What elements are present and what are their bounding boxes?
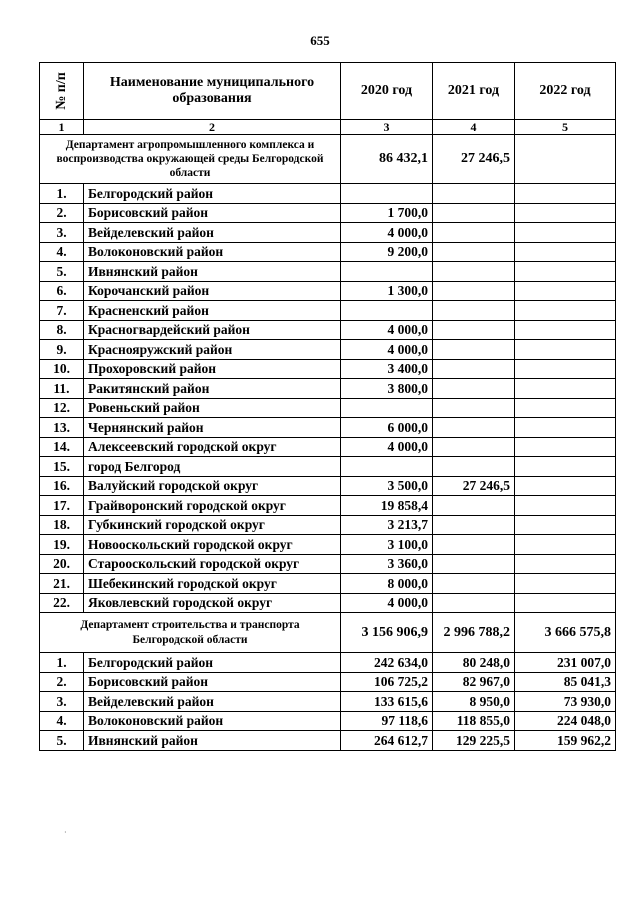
row-value-2021: 8 950,0 — [433, 692, 515, 712]
row-index: 3. — [40, 692, 84, 712]
row-value-2021 — [433, 301, 515, 321]
row-name: Губкинский городской округ — [84, 515, 341, 535]
department-total-2022 — [515, 135, 616, 184]
table-row — [40, 242, 616, 262]
row-value-2020: 3 213,7 — [341, 515, 433, 535]
row-name: Ивнянский район — [84, 731, 341, 751]
row-index: 12. — [40, 398, 84, 418]
row-name: Корочанский район — [84, 281, 341, 301]
row-value-2020 — [341, 262, 433, 282]
row-value-2022 — [515, 398, 616, 418]
row-value-2022: 231 007,0 — [515, 653, 616, 673]
department-name: Департамент строительства и транспорта Белгородской области — [40, 613, 341, 653]
department-total-2022: 3 666 575,8 — [515, 613, 616, 653]
row-value-2021 — [433, 515, 515, 535]
table-row — [40, 496, 616, 516]
table-row — [40, 476, 616, 496]
department-row-construction — [40, 613, 616, 653]
row-value-2020: 6 000,0 — [341, 418, 433, 438]
table-row — [40, 203, 616, 223]
row-value-2021 — [433, 496, 515, 516]
row-index: 8. — [40, 320, 84, 340]
budget-table — [39, 62, 616, 751]
row-index: 11. — [40, 379, 84, 399]
row-value-2021 — [433, 457, 515, 477]
header-row — [40, 63, 616, 120]
row-value-2020 — [341, 301, 433, 321]
department-total-2020: 3 156 906,9 — [341, 613, 433, 653]
row-value-2021 — [433, 418, 515, 438]
row-value-2021 — [433, 437, 515, 457]
row-value-2022: 85 041,3 — [515, 672, 616, 692]
row-value-2021 — [433, 593, 515, 613]
row-value-2020: 4 000,0 — [341, 223, 433, 243]
row-index: 15. — [40, 457, 84, 477]
row-value-2022 — [515, 340, 616, 360]
row-value-2020: 19 858,4 — [341, 496, 433, 516]
row-value-2022 — [515, 515, 616, 535]
table-row — [40, 379, 616, 399]
table-row — [40, 692, 616, 712]
row-value-2021 — [433, 574, 515, 594]
row-value-2022 — [515, 535, 616, 555]
row-value-2020: 4 000,0 — [341, 593, 433, 613]
department-name: Департамент агропромышленного комплекса и воспроизводства окружающей среды Белгородской области — [40, 135, 341, 184]
row-index: 20. — [40, 554, 84, 574]
department-total-2021: 2 996 788,2 — [433, 613, 515, 653]
row-index: 1. — [40, 184, 84, 204]
table-row — [40, 418, 616, 438]
row-name: Шебекинский городской округ — [84, 574, 341, 594]
row-value-2022 — [515, 203, 616, 223]
row-index: 2. — [40, 672, 84, 692]
row-name: Алексеевский городской округ — [84, 437, 341, 457]
column-number: 2 — [84, 120, 341, 135]
table-row — [40, 340, 616, 360]
table-row — [40, 574, 616, 594]
row-value-2022 — [515, 223, 616, 243]
row-name: Красненский район — [84, 301, 341, 321]
row-value-2020: 106 725,2 — [341, 672, 433, 692]
header-2021: 2021 год — [433, 63, 515, 120]
row-value-2022 — [515, 242, 616, 262]
row-value-2022 — [515, 476, 616, 496]
row-index: 2. — [40, 203, 84, 223]
row-index: 19. — [40, 535, 84, 555]
header-2020: 2020 год — [341, 63, 433, 120]
row-value-2021 — [433, 242, 515, 262]
row-index: 7. — [40, 301, 84, 321]
row-value-2022 — [515, 281, 616, 301]
table-row — [40, 359, 616, 379]
table-row — [40, 535, 616, 555]
table-row — [40, 262, 616, 282]
row-index: 18. — [40, 515, 84, 535]
table-row — [40, 554, 616, 574]
department-row-agro — [40, 135, 616, 184]
row-value-2022 — [515, 593, 616, 613]
row-name: Старооскольский городской округ — [84, 554, 341, 574]
row-name: Белгородский район — [84, 653, 341, 673]
row-name: Борисовский район — [84, 672, 341, 692]
row-name: Яковлевский городской округ — [84, 593, 341, 613]
row-name: Краснояружский район — [84, 340, 341, 360]
row-index: 4. — [40, 711, 84, 731]
row-value-2021: 80 248,0 — [433, 653, 515, 673]
table-row — [40, 437, 616, 457]
row-name: Ровеньский район — [84, 398, 341, 418]
row-value-2022 — [515, 437, 616, 457]
row-value-2021 — [433, 223, 515, 243]
row-value-2020: 1 300,0 — [341, 281, 433, 301]
row-value-2020: 3 400,0 — [341, 359, 433, 379]
row-name: Грайворонский городской округ — [84, 496, 341, 516]
row-value-2020 — [341, 184, 433, 204]
table-row — [40, 184, 616, 204]
row-index: 5. — [40, 262, 84, 282]
row-value-2020 — [341, 398, 433, 418]
row-index: 5. — [40, 731, 84, 751]
row-value-2021: 129 225,5 — [433, 731, 515, 751]
row-name: Красногвардейский район — [84, 320, 341, 340]
table-row — [40, 731, 616, 751]
row-value-2020: 9 200,0 — [341, 242, 433, 262]
row-index: 14. — [40, 437, 84, 457]
row-name: Вейделевский район — [84, 692, 341, 712]
row-value-2022 — [515, 496, 616, 516]
row-index: 13. — [40, 418, 84, 438]
row-index: 3. — [40, 223, 84, 243]
table-row — [40, 672, 616, 692]
row-value-2020: 264 612,7 — [341, 731, 433, 751]
row-value-2021 — [433, 184, 515, 204]
table-row — [40, 398, 616, 418]
row-value-2020: 3 800,0 — [341, 379, 433, 399]
row-name: Чернянский район — [84, 418, 341, 438]
header-index — [40, 63, 84, 120]
row-value-2020 — [341, 457, 433, 477]
row-value-2020: 133 615,6 — [341, 692, 433, 712]
column-number: 4 — [433, 120, 515, 135]
row-value-2022: 159 962,2 — [515, 731, 616, 751]
table-row — [40, 593, 616, 613]
row-name: Волоконовский район — [84, 242, 341, 262]
table-row — [40, 301, 616, 321]
scan-mark: · — [64, 828, 67, 837]
row-index: 10. — [40, 359, 84, 379]
row-name: Ивнянский район — [84, 262, 341, 282]
row-value-2020: 1 700,0 — [341, 203, 433, 223]
row-value-2022 — [515, 184, 616, 204]
row-value-2021 — [433, 203, 515, 223]
row-value-2020: 242 634,0 — [341, 653, 433, 673]
row-value-2022 — [515, 359, 616, 379]
row-name: Белгородский район — [84, 184, 341, 204]
row-value-2022 — [515, 554, 616, 574]
column-number: 5 — [515, 120, 616, 135]
row-value-2022 — [515, 457, 616, 477]
row-index: 21. — [40, 574, 84, 594]
row-value-2021 — [433, 340, 515, 360]
row-value-2021 — [433, 554, 515, 574]
row-value-2021 — [433, 262, 515, 282]
row-value-2022 — [515, 574, 616, 594]
row-index: 4. — [40, 242, 84, 262]
column-number: 1 — [40, 120, 84, 135]
department-total-2020: 86 432,1 — [341, 135, 433, 184]
row-value-2021: 27 246,5 — [433, 476, 515, 496]
row-value-2021: 118 855,0 — [433, 711, 515, 731]
row-value-2022 — [515, 379, 616, 399]
row-name: Ракитянский район — [84, 379, 341, 399]
row-index: 17. — [40, 496, 84, 516]
row-value-2022 — [515, 301, 616, 321]
header-index-label: № п/п — [54, 72, 69, 110]
row-value-2021 — [433, 359, 515, 379]
row-value-2020: 4 000,0 — [341, 320, 433, 340]
header-2022: 2022 год — [515, 63, 616, 120]
page-number: 655 — [310, 33, 330, 48]
row-value-2021 — [433, 398, 515, 418]
row-value-2021 — [433, 320, 515, 340]
header-name: Наименование муниципального образования — [84, 63, 341, 120]
table-row — [40, 711, 616, 731]
row-name: город Белгород — [84, 457, 341, 477]
table-row — [40, 653, 616, 673]
row-name: Новооскольский городской округ — [84, 535, 341, 555]
row-index: 6. — [40, 281, 84, 301]
department-total-2021: 27 246,5 — [433, 135, 515, 184]
row-index: 1. — [40, 653, 84, 673]
row-index: 9. — [40, 340, 84, 360]
row-name: Волоконовский район — [84, 711, 341, 731]
row-index: 16. — [40, 476, 84, 496]
row-value-2020: 3 100,0 — [341, 535, 433, 555]
row-value-2022 — [515, 262, 616, 282]
row-name: Борисовский район — [84, 203, 341, 223]
row-value-2021: 82 967,0 — [433, 672, 515, 692]
row-value-2020: 4 000,0 — [341, 437, 433, 457]
column-number: 3 — [341, 120, 433, 135]
row-name: Валуйский городской округ — [84, 476, 341, 496]
row-value-2020: 3 360,0 — [341, 554, 433, 574]
row-value-2021 — [433, 535, 515, 555]
row-value-2022: 224 048,0 — [515, 711, 616, 731]
row-value-2021 — [433, 281, 515, 301]
table-row — [40, 457, 616, 477]
row-name: Вейделевский район — [84, 223, 341, 243]
column-number-row — [40, 120, 616, 135]
row-value-2022 — [515, 320, 616, 340]
row-value-2020: 3 500,0 — [341, 476, 433, 496]
row-value-2021 — [433, 379, 515, 399]
row-value-2020: 8 000,0 — [341, 574, 433, 594]
row-value-2022: 73 930,0 — [515, 692, 616, 712]
row-value-2022 — [515, 418, 616, 438]
row-value-2020: 97 118,6 — [341, 711, 433, 731]
table-row — [40, 320, 616, 340]
table-row — [40, 223, 616, 243]
row-value-2020: 4 000,0 — [341, 340, 433, 360]
table-row — [40, 281, 616, 301]
row-name: Прохоровский район — [84, 359, 341, 379]
table-row — [40, 515, 616, 535]
row-index: 22. — [40, 593, 84, 613]
